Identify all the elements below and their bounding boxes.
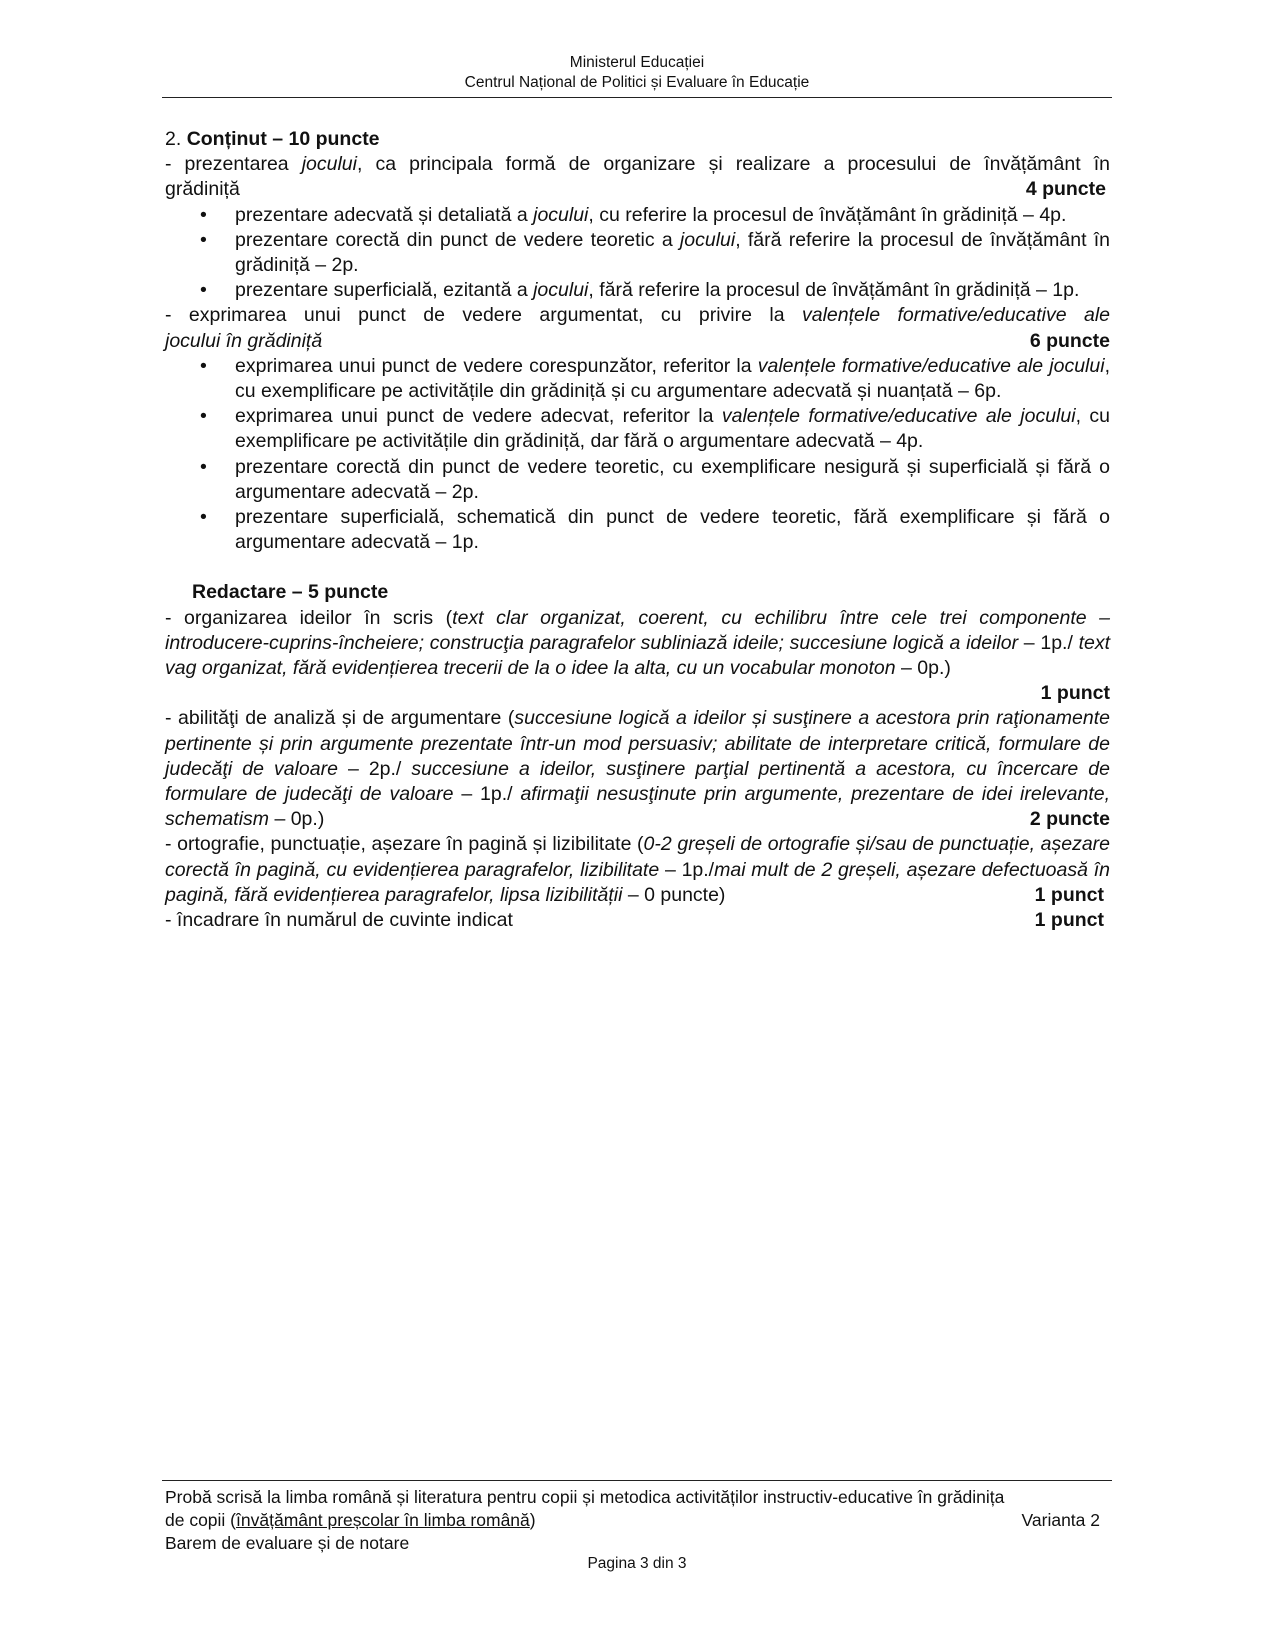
points-label: 2 puncte [1029,808,1110,831]
points-label: 6 puncte [1029,329,1110,352]
criterion-2-text: - exprimarea unui punct de vedere argumentat, cu privire la valențele formative/educative ale [165,304,1110,327]
footer-exam-title: Probă scrisă la limba română și literatura pentru copii și metodica activităților instructiv-educative în grădinița [165,1487,1005,1507]
document-body [165,127,1110,933]
redactare-ortografie: - ortografie, punctuație, așezare în pagină și lizibilitate (0-2 greșeli de ortografie și/sau de punctuație, așezare corectă în pagină, cu evidențierea paragrafelor, lizibilitate – 1p./mai mult de 2 greșeli, așezare defectuoasă în pagină, fără evidențierea paragrafelor, lipsa lizibilității – 0 puncte) 1 punct [165,832,1110,908]
criterion-1-text: - prezentarea jocului, ca principala formă de organizare și realizare a procesului de învățământ în [165,153,1110,176]
header-ministry: Ministerul Educației [569,54,705,71]
page-footer [165,1486,1110,1555]
list-item: • prezentare corectă din punct de vedere teoretic a jocului, fără referire la procesul de învățământ în grădiniță – 2p. [200,228,1110,277]
points-label: 1 punct [1034,883,1104,906]
points-label: 1 punct [1034,909,1104,932]
criterion-2-points-row: jocului în grădiniță 6 puncte [165,329,1110,354]
footer-divider [162,1480,1112,1481]
page-header [162,53,1112,93]
list-item: • prezentare corectă din punct de vedere teoretic, cu exemplificare nesigură și superficială și fără o argumentare adecvată – 2p. [200,455,1110,503]
points-label: 4 puncte [1025,178,1106,201]
list-item: • exprimarea unui punct de vedere corespunzător, referitor la valențele formative/educative ale jocului, cu exemplificare pe activitățile din grădiniță și cu argumentare adecvată și nuanțată – 6p. [200,354,1110,403]
header-divider [162,97,1112,98]
header-center: Centrul Național de Politici și Evaluare în Educație [464,74,810,91]
list-item: • prezentare superficială, schematică din punct de vedere teoretic, fără exemplificare și fără o argumentare adecvată – 1p. [200,506,1110,554]
redactare-incadrare: - încadrare în numărul de cuvinte indicat 1 punct [165,908,1110,933]
list-item: • exprimarea unui punct de vedere adecvat, referitor la valențele formative/educative ale jocului, cu exemplificare pe activitățile din grădiniță, dar fără o argumentare adecvată – 4p. [200,405,1110,453]
footer-barem: Barem de evaluare și de notare [165,1533,410,1553]
criterion-1-points-row: grădiniță 4 puncte [165,177,1110,202]
section-continut-heading: 2. Conținut – 10 puncte [165,128,380,150]
redactare-abilitati: - abilităţi de analiză și de argumentare (succesiune logică a ideilor și susţinere a acestora prin raţionamente pertinente și prin argumente prezentate într-un mod persuasiv; abilitate de interpretare critică, formulare de judecăţi de valoare – 2p./ succesiune a ideilor, susţinere parţial pertinentă a acestora, cu încercare de formulare de judecăţi de valoare – 1p./ afirmaţii nesusţinute prin argumente, prezentare de idei irelevante, schematism – 0p.) 2 puncte [165,706,1110,832]
list-item: • prezentare adecvată și detaliată a jocului, cu referire la procesul de învățământ în grădiniță – 4p. [200,203,1067,226]
criterion-2-bullets [165,354,1110,556]
section-redactare-heading: Redactare – 5 puncte [192,581,389,604]
footer-variant: Varianta 2 [1021,1510,1100,1530]
footer-row-variant: de copii (învățământ preșcolar în limba română) Varianta 2 [165,1510,1100,1530]
list-item: • prezentare superficială, ezitantă a jocului, fără referire la procesul de învățământ în grădiniță – 1p. [200,279,1080,302]
footer-section-link: învățământ preșcolar în limba română [236,1510,530,1530]
points-label: 1 punct [1040,682,1110,705]
page-number: Pagina 3 din 3 [587,1555,687,1572]
redactare-organizare-points [165,681,1110,706]
criterion-1-bullets [165,203,1110,304]
section-title: Conținut – 10 puncte [186,128,380,150]
redactare-organizare: - organizarea ideilor în scris (text clar organizat, coerent, cu echilibru între cele trei componente – introducere-cuprins-încheiere; construcţia paragrafelor subliniază ideile; succesiune logică a ideilor – 1p./ text vag organizat, fără evidențierea trecerii de la o idee la alta, cu un vocabular monoton – 0p.) [165,606,1111,680]
